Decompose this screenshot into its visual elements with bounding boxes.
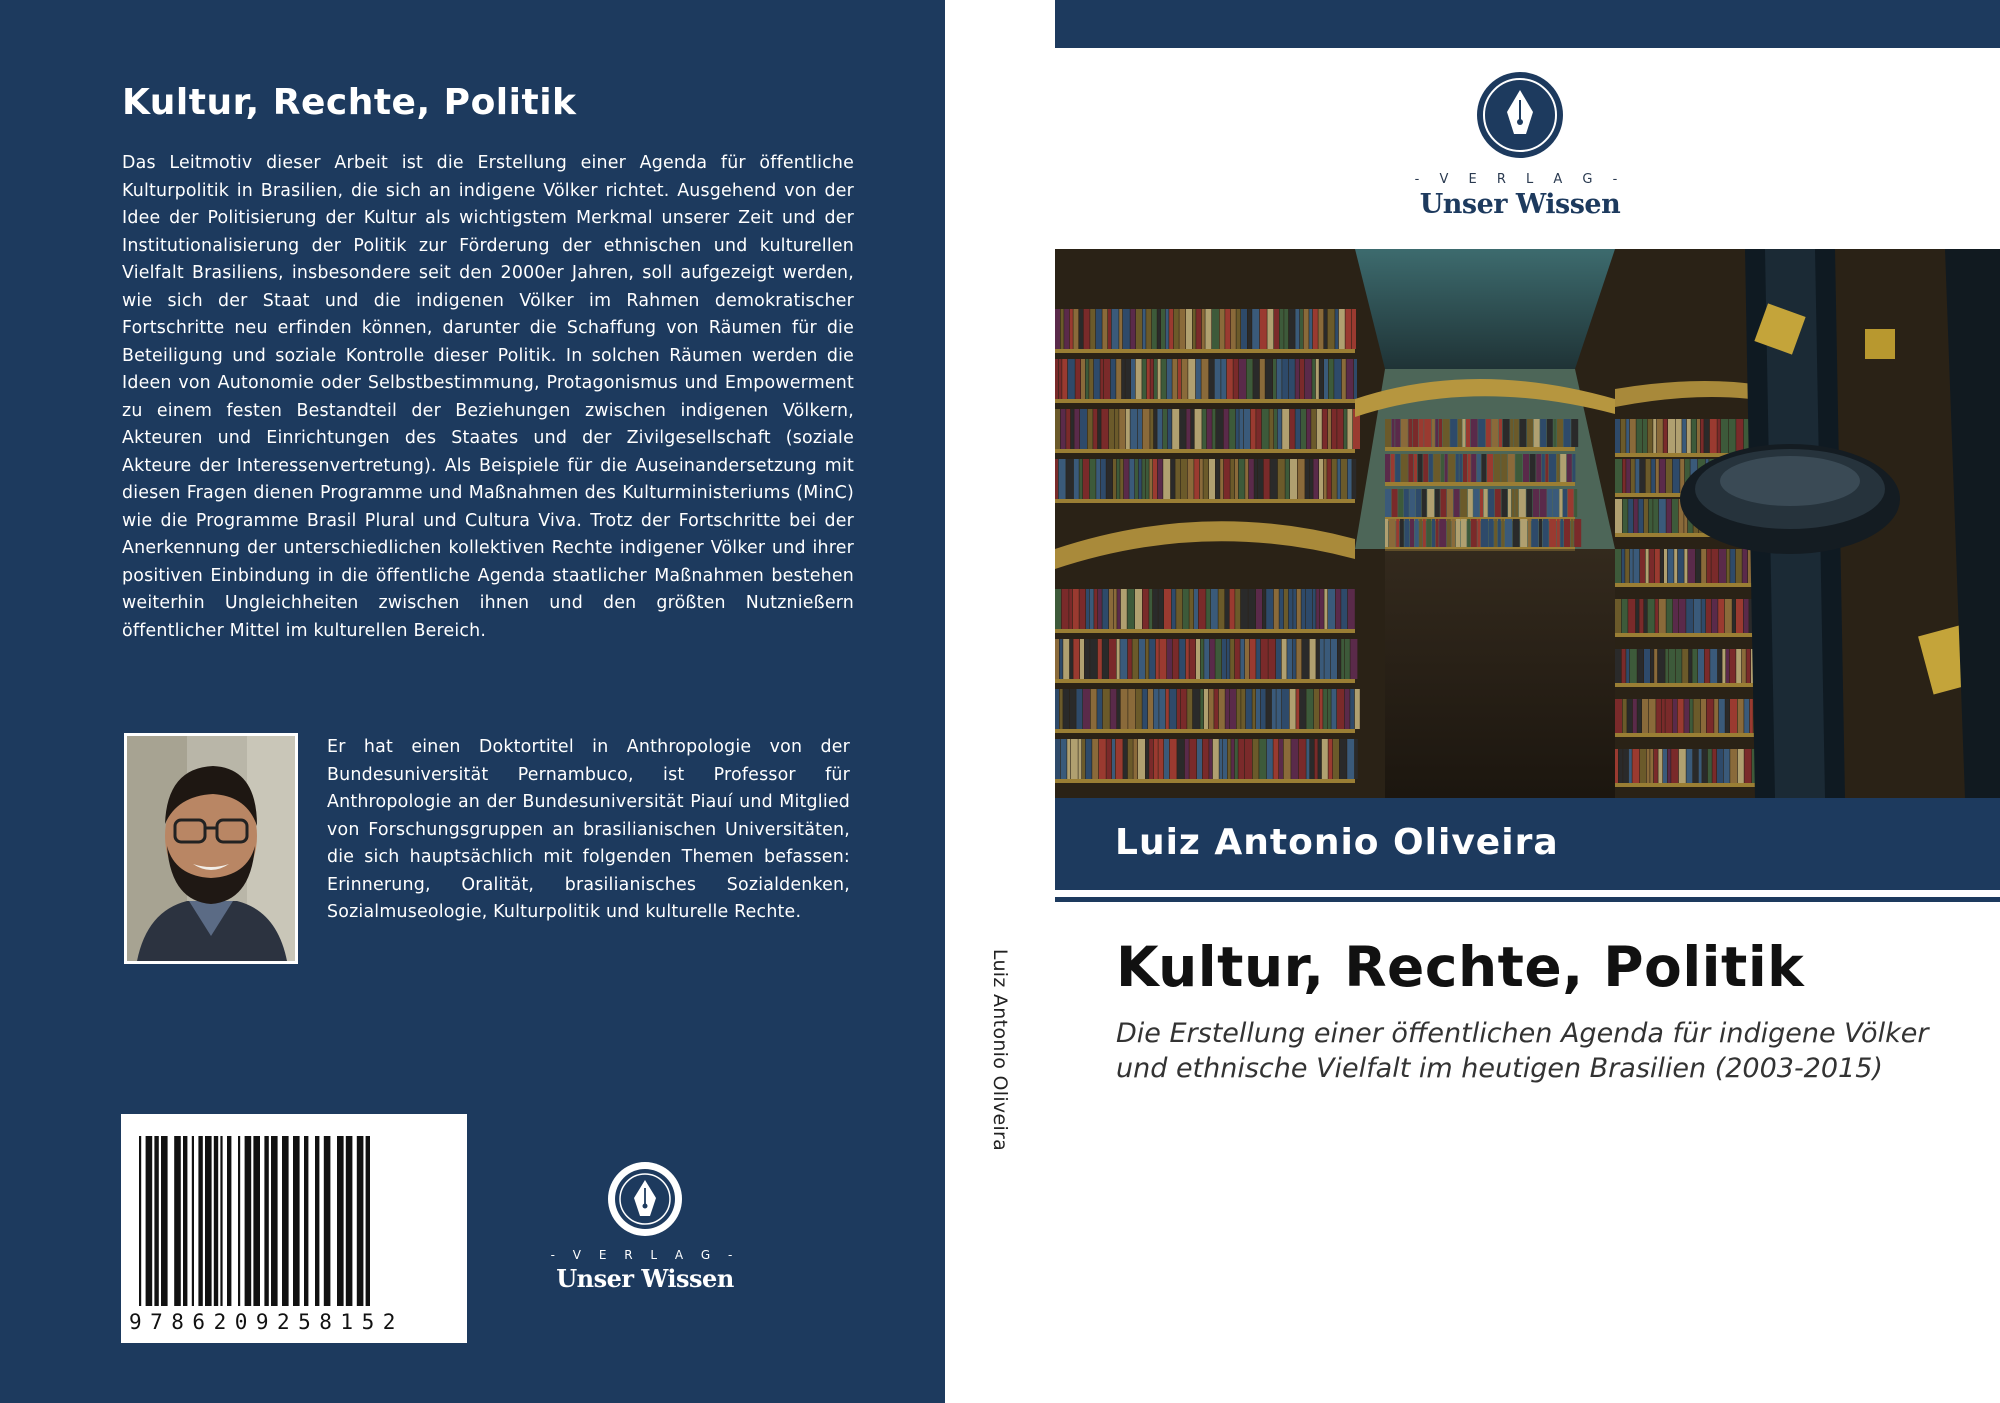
divider-rule [1055,897,2000,902]
front-publisher-logo [1400,70,1640,220]
back-publisher-logo [545,1160,745,1293]
front-author-name: Luiz Antonio Oliveira [1115,822,1559,863]
front-cover-subtitle: Die Erstellung einer öffentlichen Agenda für indigene Völker und ethnische Vielfalt im heutigen Brasilien (2003-2015) [1116,1018,1929,1084]
fountain-pen-nib-icon [606,1160,684,1238]
front-publisher-name: Unser Wissen [1419,189,1621,220]
front-verlag-label: - V E R L A G - [1414,172,1626,187]
barcode-bars [121,1114,467,1343]
author-bio: Er hat einen Doktortitel in Anthropologie von der Bundesuniversität Pernambuco, ist Professor für Anthropologie an der Bundesuniversität Piauí und Mitglied von Forschungsgruppen an brasilianischen Universitäten, die sich hauptsächlich mit folgenden Themen befassen: Erinnerung, Oralität, brasilianisches Sozialdenken, Sozialmuseologie, Kulturpolitik und kulturelle Rechte. [327,737,850,922]
cover-photo-library [1055,249,2000,798]
back-cover-blurb: Das Leitmotiv dieser Arbeit ist die Erstellung einer Agenda für öffentliche Kulturpolitik in Brasilien, die sich an indigene Völker richtet. Ausgehend von der Idee der Politisierung der Kultur als wichtigstem Merkmal unserer Zeit und der Institutionalisierung der Politik zur Förderung der ethnischen und kulturellen Vielfalt Brasiliens, insbesondere seit den 2000er Jahren, soll aufgezeigt werden, wie sich der Staat und die indigenen Völker im Rahmen demokratischer Fortschritte neu erfinden können, darunter die Schaffung von Räumen für die Beteiligung und soziale Kontrolle dieser Politik. In solchen Räumen werden die Ideen von Autonomie oder Selbstbestimmung, Protagonismus und Empowerment zu einem festen Bestandteil der Beziehungen zwischen indigenen Völkern, Akteuren und Einrichtungen des Staates und der Zivilgesellschaft (soziale Akteure der Interessenvertretung). Als Beispiele für die Auseinandersetzung mit diesen Fragen dienen Programme und Maßnahmen des Kulturministeriums (MinC) wie die Programme Brasil Plural und Cultura Viva. Trotz der Fortschritte bei der Anerkennung der unterschiedlichen kollektiven Rechte indigener Völker und ihrer positiven Einbindung in die öffentliche Agenda staatlicher Maßnahmen bestehen weiterhin Ungleichheiten zwischen ihnen und den größten Nutznießern öffentlicher Mittel im kulturellen Bereich. [122,153,854,641]
isbn-number: 9786209258152 [129,1310,404,1334]
author-band [1055,798,2000,890]
front-top-bar [1055,0,2000,48]
front-cover-title: Kultur, Rechte, Politik [1116,935,1805,999]
fountain-pen-nib-icon [1475,70,1565,160]
back-cover-title: Kultur, Rechte, Politik [122,82,577,123]
isbn-barcode [121,1114,467,1343]
author-portrait-image [127,736,295,961]
back-publisher-name: Unser Wissen [556,1264,734,1293]
spine-author: Luiz Antonio Oliveira [989,948,1011,1152]
author-photo [124,733,298,964]
back-cover [0,0,945,1403]
library-interior-image [1055,249,2000,798]
back-verlag-label: - V E R L A G - [550,1248,740,1262]
